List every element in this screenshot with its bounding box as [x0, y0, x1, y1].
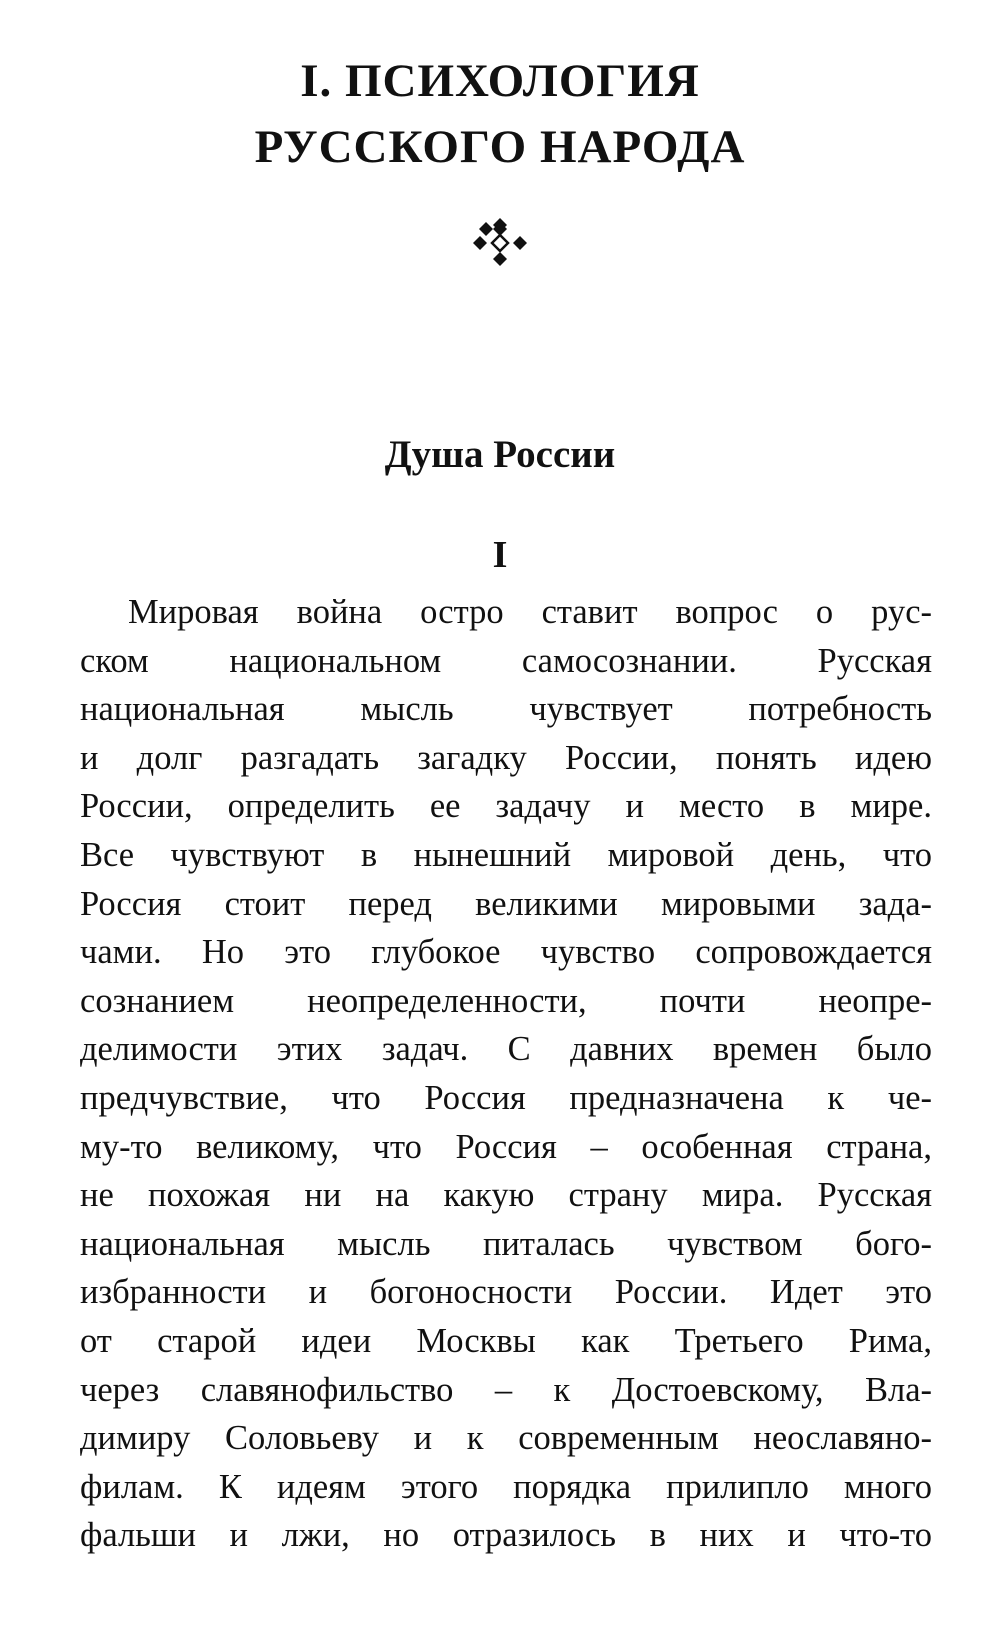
text-line: и долг разгадать загадку России, понять идею — [80, 738, 932, 777]
text-line: России, определить ее задачу и место в мире. — [80, 787, 932, 826]
chapter-title-line-1: I. ПСИХОЛОГИЯ — [300, 55, 700, 107]
section-number: I — [492, 534, 508, 576]
text-line: филам. К идеям этого порядка прилипло много — [80, 1467, 932, 1506]
text-line: сознанием неопределенности, почти неопре- — [80, 981, 932, 1020]
text-line: избранности и богоносности России. Идет это — [80, 1273, 932, 1312]
text-line: ском национальном самосознании. Русская — [80, 641, 932, 680]
text-line: чами. Но это глубокое чувство сопровождается — [80, 933, 932, 972]
diamond-cluster-icon — [470, 214, 530, 274]
text-line: через славянофильство – к Достоевскому, Вла- — [80, 1370, 932, 1409]
text-line: му-то великому, что Россия – особенная страна, — [80, 1127, 932, 1166]
text-line: национальная мысль питалась чувством бого- — [80, 1224, 932, 1263]
section-title: Душа России — [384, 433, 616, 476]
chapter-title — [0, 48, 1000, 180]
text-line: предчувствие, что Россия предназначена к че- — [80, 1078, 932, 1117]
body-paragraph — [80, 588, 932, 1560]
text-line: национальная мысль чувствует потребность — [80, 690, 932, 729]
text-line: от старой идеи Москвы как Третьего Рима, — [80, 1321, 932, 1360]
text-line: не похожая ни на какую страну мира. Русская — [80, 1176, 932, 1215]
text-line: Россия стоит перед великими мировыми зада- — [80, 884, 932, 923]
text-line: делимости этих задач. С давних времен было — [80, 1030, 932, 1069]
chapter-title-line-2: РУССКОГО НАРОДА — [254, 121, 746, 173]
text-line: Все чувствуют в нынешний мировой день, что — [80, 835, 932, 874]
text-line: димиру Соловьеву и к современным неославяно- — [80, 1419, 932, 1458]
text-line: фальши и лжи, но отразилось в них и что-то — [80, 1516, 932, 1555]
text-line: Мировая война остро ставит вопрос о рус- — [128, 593, 932, 631]
